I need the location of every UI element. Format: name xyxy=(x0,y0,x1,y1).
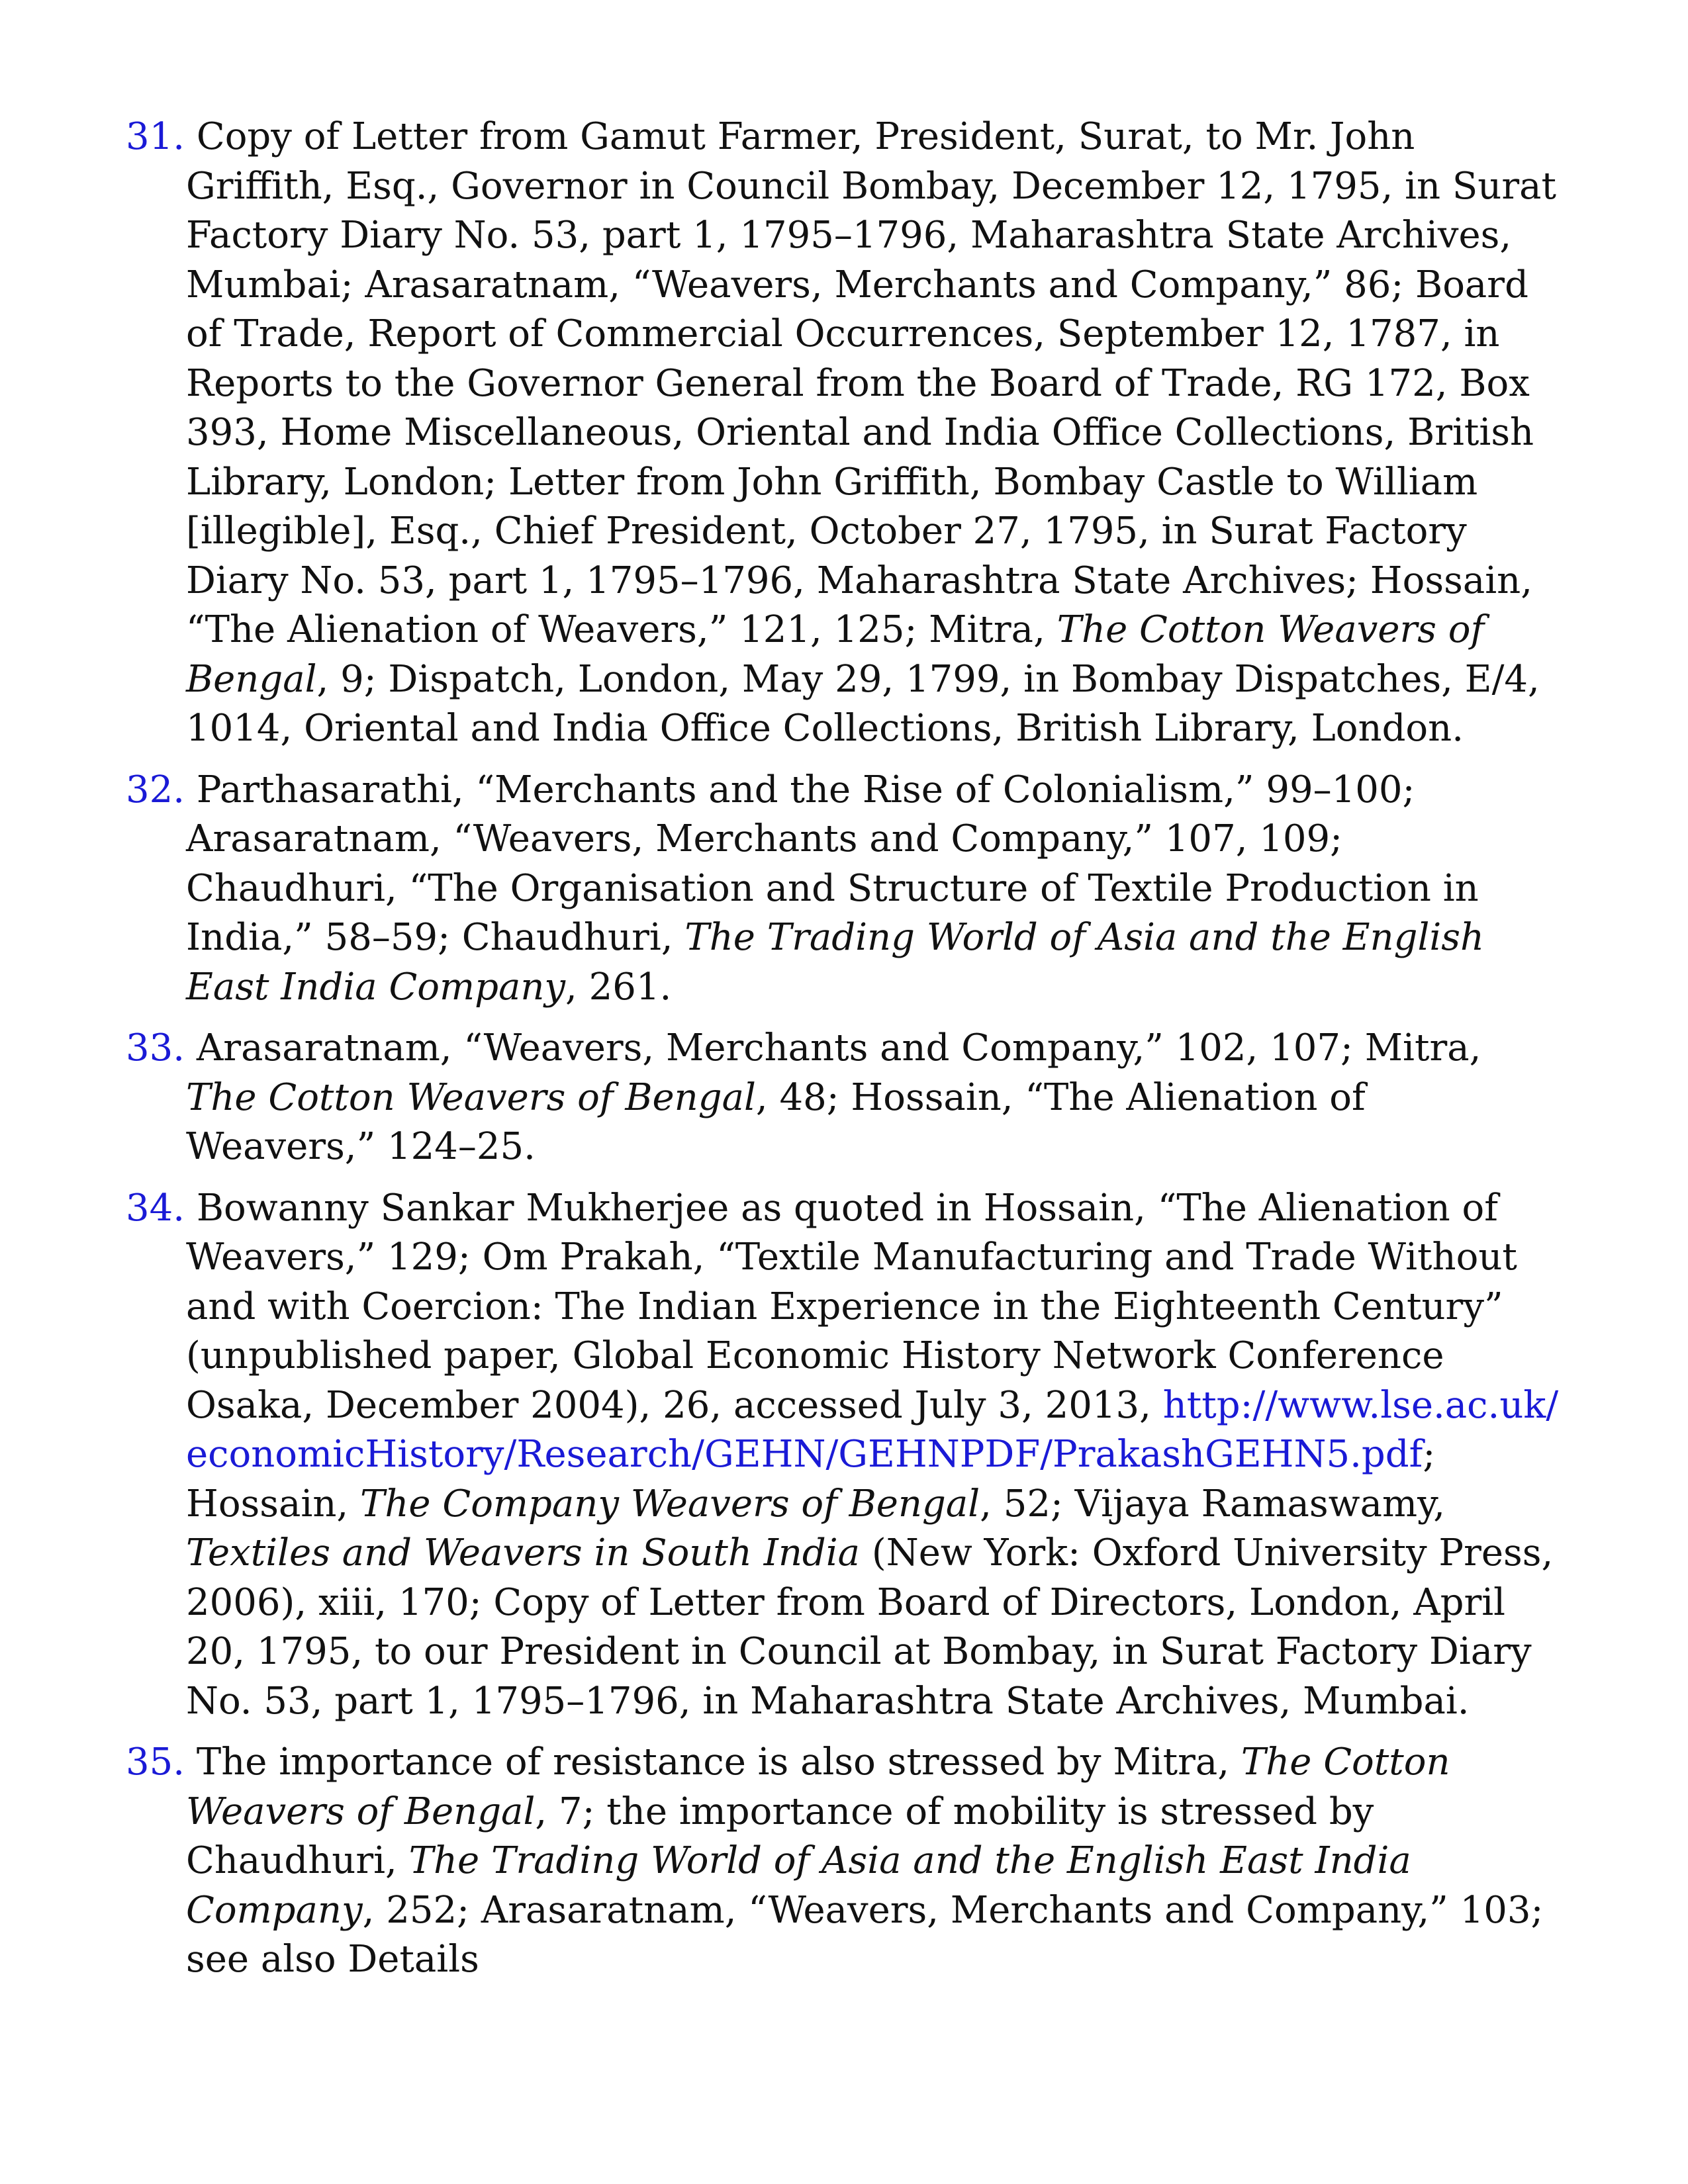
endnote-32 xyxy=(126,766,1562,1013)
note-text: , 7; the importance of mobility is stressed by Chaudhuri, xyxy=(186,1790,1374,1882)
note-text: , 52; Vijaya Ramaswamy, xyxy=(980,1482,1446,1525)
note-text: Parthasarathi, “Merchants and the Rise of Colonialism,” 99–100; Arasaratnam, “Weavers, Merchants and Company,” 107, 109; Chaudhuri, “The Organisation and Structure of Textile Production in India,” 58–59; Chaudhuri, xyxy=(185,768,1479,959)
endnote-33 xyxy=(126,1024,1562,1172)
note-text: , 9; Dispatch, London, May 29, 1799, in Bombay Dispatches, E/4, 1014, Oriental and India Office Collections, British Library, London. xyxy=(186,657,1540,750)
book-title: The Trading World of Asia and the English East India Company xyxy=(186,916,1485,1009)
note-text: Copy of Letter from Gamut Farmer, President, Surat, to Mr. John Griffith, Esq., Governor in Council Bombay, December 12, 1795, in Surat Factory Diary No. 53, part 1, 1795–1796, Maharashtra State Archives, Mumbai; Arasaratnam, “Weavers, Merchants and Company,” 86; Board of Trade, Report of Commercial Occurrences, September 12, 1787, in Reports to the Governor General from the Board of Trade, RG 172, Box 393, Home Miscellaneous, Oriental and India Office Collections, British Library, London; Letter from John Griffith, Bombay Castle to William [illegible], Esq., Chief President, October 27, 1795, in Surat Factory Diary No. 53, part 1, 1795–1796, Maharashtra State Archives; Hossain, “The Alienation of Weavers,” 121, 125; Mitra, xyxy=(185,115,1557,651)
book-title: Textiles and Weavers in South India xyxy=(186,1531,861,1574)
note-text: Arasaratnam, “Weavers, Merchants and Company,” 102, 107; Mitra, xyxy=(185,1026,1481,1069)
note-number[interactable]: 34. xyxy=(126,1186,185,1230)
book-title: The Cotton Weavers of Bengal xyxy=(186,608,1485,701)
note-text: Bowanny Sankar Mukherjee as quoted in Hossain, “The Alienation of Weavers,” 129; Om Prakah, “Textile Manufacturing and Trade Without and with Coercion: The Indian Experience in the Eighteenth Century” (unpublished paper, Global Economic History Network Conference Osaka, December 2004), 26, accessed July 3, 2013, xyxy=(185,1186,1517,1427)
note-text: , 48; Hossain, “The Alienation of Weavers,” 124–25. xyxy=(186,1075,1366,1168)
book-title: The Trading World of Asia and the English East India Company xyxy=(186,1839,1411,1932)
note-number[interactable]: 31. xyxy=(126,115,185,158)
endnote-34 xyxy=(126,1184,1562,1727)
endnote-35 xyxy=(126,1738,1562,1985)
book-title: The Company Weavers of Bengal xyxy=(360,1482,980,1525)
endnote-31 xyxy=(126,113,1562,754)
note-text: , 261. xyxy=(565,965,672,1009)
note-number[interactable]: 33. xyxy=(126,1026,185,1069)
note-number[interactable]: 32. xyxy=(126,768,185,811)
source-url-link[interactable]: http://www.lse.ac.uk/economicHistory/Research/GEHN/GEHNPDF/PrakashGEHN5.pdf xyxy=(186,1383,1559,1476)
note-number[interactable]: 35. xyxy=(126,1741,185,1784)
book-title: The Cotton Weavers of Bengal xyxy=(186,1075,756,1119)
endnotes-list xyxy=(126,113,1562,1985)
note-text: ; Hossain, xyxy=(186,1433,1436,1525)
note-text: , 252; Arasaratnam, “Weavers, Merchants and Company,” 103; see also Details xyxy=(186,1888,1544,1981)
note-text: The importance of resistance is also stressed by Mitra, xyxy=(185,1741,1241,1784)
note-text: (New York: Oxford University Press, 2006), xiii, 170; Copy of Letter from Board of Directors, London, April 20, 1795, to our President in Council at Bombay, in Surat Factory Diary No. 53, part 1, 1795–1796, in Maharashtra State Archives, Mumbai. xyxy=(186,1531,1554,1723)
book-title: The Cotton Weavers of Bengal xyxy=(186,1741,1450,1833)
